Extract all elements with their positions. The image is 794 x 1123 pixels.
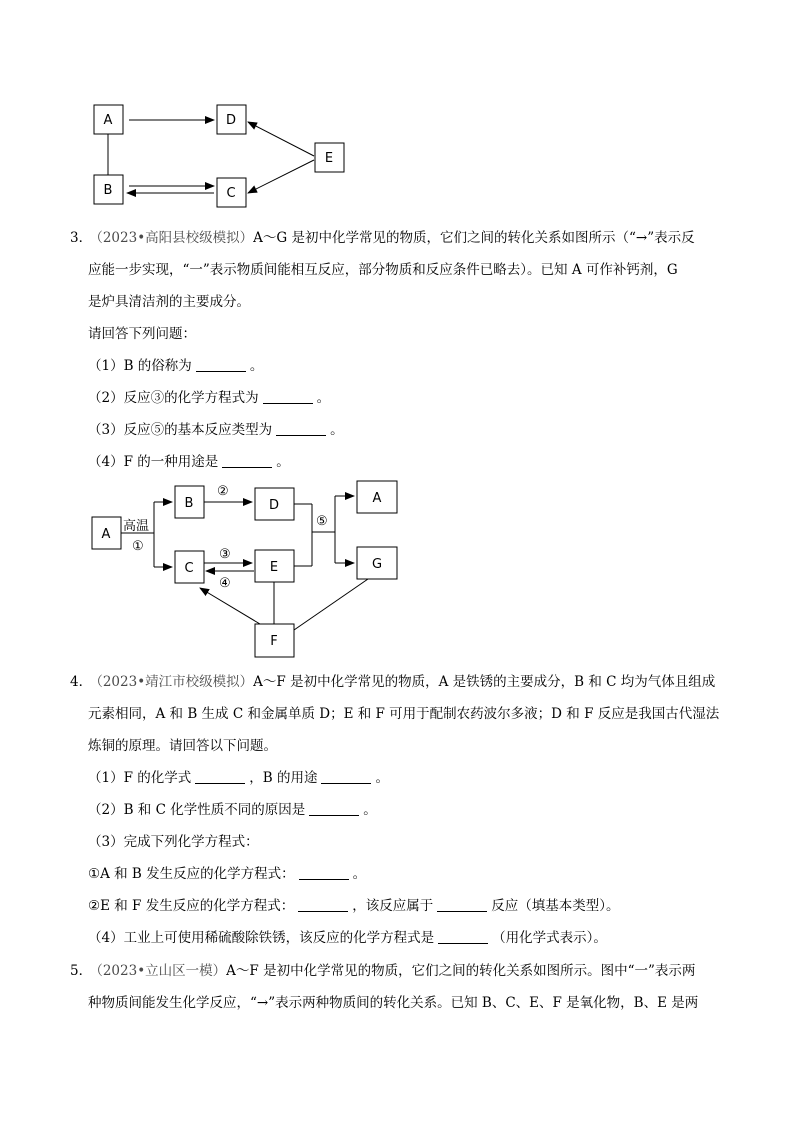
- q4-sub-3-2: [70, 890, 730, 922]
- q4-sub-3-2a-blank[interactable]: [298, 897, 348, 912]
- q5-text-1: A～F 是初中化学常见的物质，它们之间的转化关系如图所示。图中“一”表示两: [226, 963, 696, 979]
- q3-sub-1-blank[interactable]: [196, 357, 246, 372]
- q4-line-3: 炼铜的原理。请回答以下问题。: [88, 738, 277, 754]
- q4-sub-2-end: 。: [363, 802, 377, 818]
- q4-sub-1a: （1）F 的化学式: [88, 770, 192, 786]
- edge-e-c: [248, 160, 314, 193]
- q4-sub-3-2a: ②E 和 F 发生反应的化学方程式：: [88, 898, 295, 914]
- node2-g-label: G: [371, 557, 383, 572]
- q3-text-1: A～G 是初中化学常见的物质，它们之间的转化关系如图所示（“→”表示反: [253, 230, 695, 246]
- node2-e-label: E: [269, 560, 279, 575]
- node2-a-label: A: [101, 527, 111, 542]
- q3-prompt: 请回答下列问题：: [88, 326, 196, 342]
- q3-sub-2-end: 。: [316, 390, 331, 406]
- q3-sub-4: [70, 446, 730, 478]
- q3-number: 3．: [70, 230, 93, 246]
- edge2-f-g: [294, 579, 368, 630]
- q4-sub-2-text: （2）B 和 C 化学性质不同的原因是: [88, 802, 306, 818]
- q4-sub-4-end: （用化学式表示）。: [492, 930, 607, 946]
- diagram-1: [94, 105, 344, 207]
- edge2-f-c: [200, 588, 260, 624]
- node2-c-label: C: [184, 561, 194, 576]
- q4-sub-3-1: [70, 858, 730, 890]
- q3-sub-1-end: 。: [249, 358, 264, 374]
- q3-sub-2: [70, 382, 730, 414]
- node-a-label: A: [103, 113, 113, 128]
- reaction-1-label: ①: [132, 539, 144, 554]
- node2-b-label: B: [184, 496, 194, 511]
- q4-sub-1a-blank[interactable]: [195, 769, 245, 784]
- q4-text-1: A～F 是初中化学常见的物质，A 是铁锈的主要成分，B 和 C 均为气体且组成: [253, 674, 716, 690]
- q3-sub-3-end: 。: [330, 422, 344, 438]
- reaction-5-label: ⑤: [316, 514, 328, 529]
- q5-line-1: [70, 955, 730, 987]
- q3-sub-1: [70, 350, 730, 382]
- q4-line-2: 元素相同，A 和 B 生成 C 和金属单质 D；E 和 F 可用于配制农药波尔多液；D 和 F 反应是我国古代湿法: [88, 706, 720, 722]
- node-d-label: D: [225, 113, 237, 128]
- q4-source: （2023•靖江市校级模拟）: [96, 674, 254, 690]
- q4-sub-3-2b: ，该反应属于: [352, 898, 434, 914]
- q4-number: 4．: [70, 674, 93, 690]
- q3-sub-3: [70, 414, 730, 446]
- q3-sub-3-text: （3）反应⑤的基本反应类型为: [88, 422, 273, 438]
- q3-sub-2-text: （2）反应③的化学方程式为: [88, 390, 259, 406]
- q5-line-2: 种物质间能发生化学反应，“→”表示两种物质间的转化关系。已知 B、C、E、F 是氧化物，B、E 是两: [88, 995, 699, 1011]
- q4-sub-3: （3）完成下列化学方程式：: [88, 834, 259, 850]
- question-5: [70, 955, 730, 1019]
- q4-line-1: [70, 666, 730, 698]
- node-e-label: E: [324, 151, 334, 166]
- q4-sub-1b-blank[interactable]: [321, 769, 371, 784]
- q4-sub-3-1-end: 。: [352, 866, 367, 882]
- q3-sub-4-blank[interactable]: [222, 453, 272, 468]
- q3-source: （2023•高阳县校级模拟）: [96, 230, 254, 246]
- question-3: [70, 222, 730, 478]
- node-c-label: C: [226, 186, 236, 201]
- q4-sub-4: [70, 922, 730, 954]
- q4-sub-1: [70, 762, 730, 794]
- diagram-2: [92, 481, 397, 657]
- q3-sub-3-blank[interactable]: [276, 421, 326, 436]
- q5-number: 5．: [70, 963, 93, 979]
- q3-line-1: [70, 222, 730, 254]
- q4-sub-3-1-text: ①A 和 B 发生反应的化学方程式：: [88, 866, 295, 882]
- node-b-label: B: [103, 183, 113, 198]
- q3-sub-2-blank[interactable]: [263, 389, 313, 404]
- q4-sub-2: [70, 794, 730, 826]
- q5-source: （2023•立山区一模）: [96, 963, 227, 979]
- question-4: [70, 666, 730, 954]
- q4-sub-3-1-blank[interactable]: [299, 865, 349, 880]
- node2-f-label: F: [270, 634, 278, 649]
- reaction-4-label: ④: [219, 576, 231, 591]
- q4-sub-1-end: 。: [375, 770, 389, 786]
- q3-sub-4-end: 。: [276, 454, 290, 470]
- node2-d-label: D: [268, 498, 280, 513]
- q4-sub-4-text: （4）工业上可使用稀硫酸除铁锈，该反应的化学方程式是: [88, 930, 435, 946]
- reaction-2-label: ②: [217, 484, 229, 499]
- q3-line-3: 是炉具清洁剂的主要成分。: [88, 294, 250, 310]
- q4-sub-3-2c: 反应（填基本类型）。: [491, 898, 620, 914]
- q4-sub-1b: ，B 的用途: [249, 770, 318, 786]
- label-high-temp: 高温: [123, 519, 150, 534]
- q4-sub-3-2b-blank[interactable]: [437, 897, 487, 912]
- q4-sub-2-blank[interactable]: [309, 801, 359, 816]
- q3-sub-1-text: （1）B 的俗称为: [88, 358, 192, 374]
- q3-sub-4-text: （4）F 的一种用途是: [88, 454, 219, 470]
- node2-a-right-label: A: [372, 491, 382, 506]
- q4-sub-4-blank[interactable]: [438, 929, 488, 944]
- q3-line-2: 应能一步实现，“一”表示物质间能相互反应，部分物质和反应条件已略去）。已知 A 可作补钙剂，G: [88, 262, 678, 278]
- reaction-3-label: ③: [219, 547, 231, 562]
- edge-e-d: [248, 122, 314, 156]
